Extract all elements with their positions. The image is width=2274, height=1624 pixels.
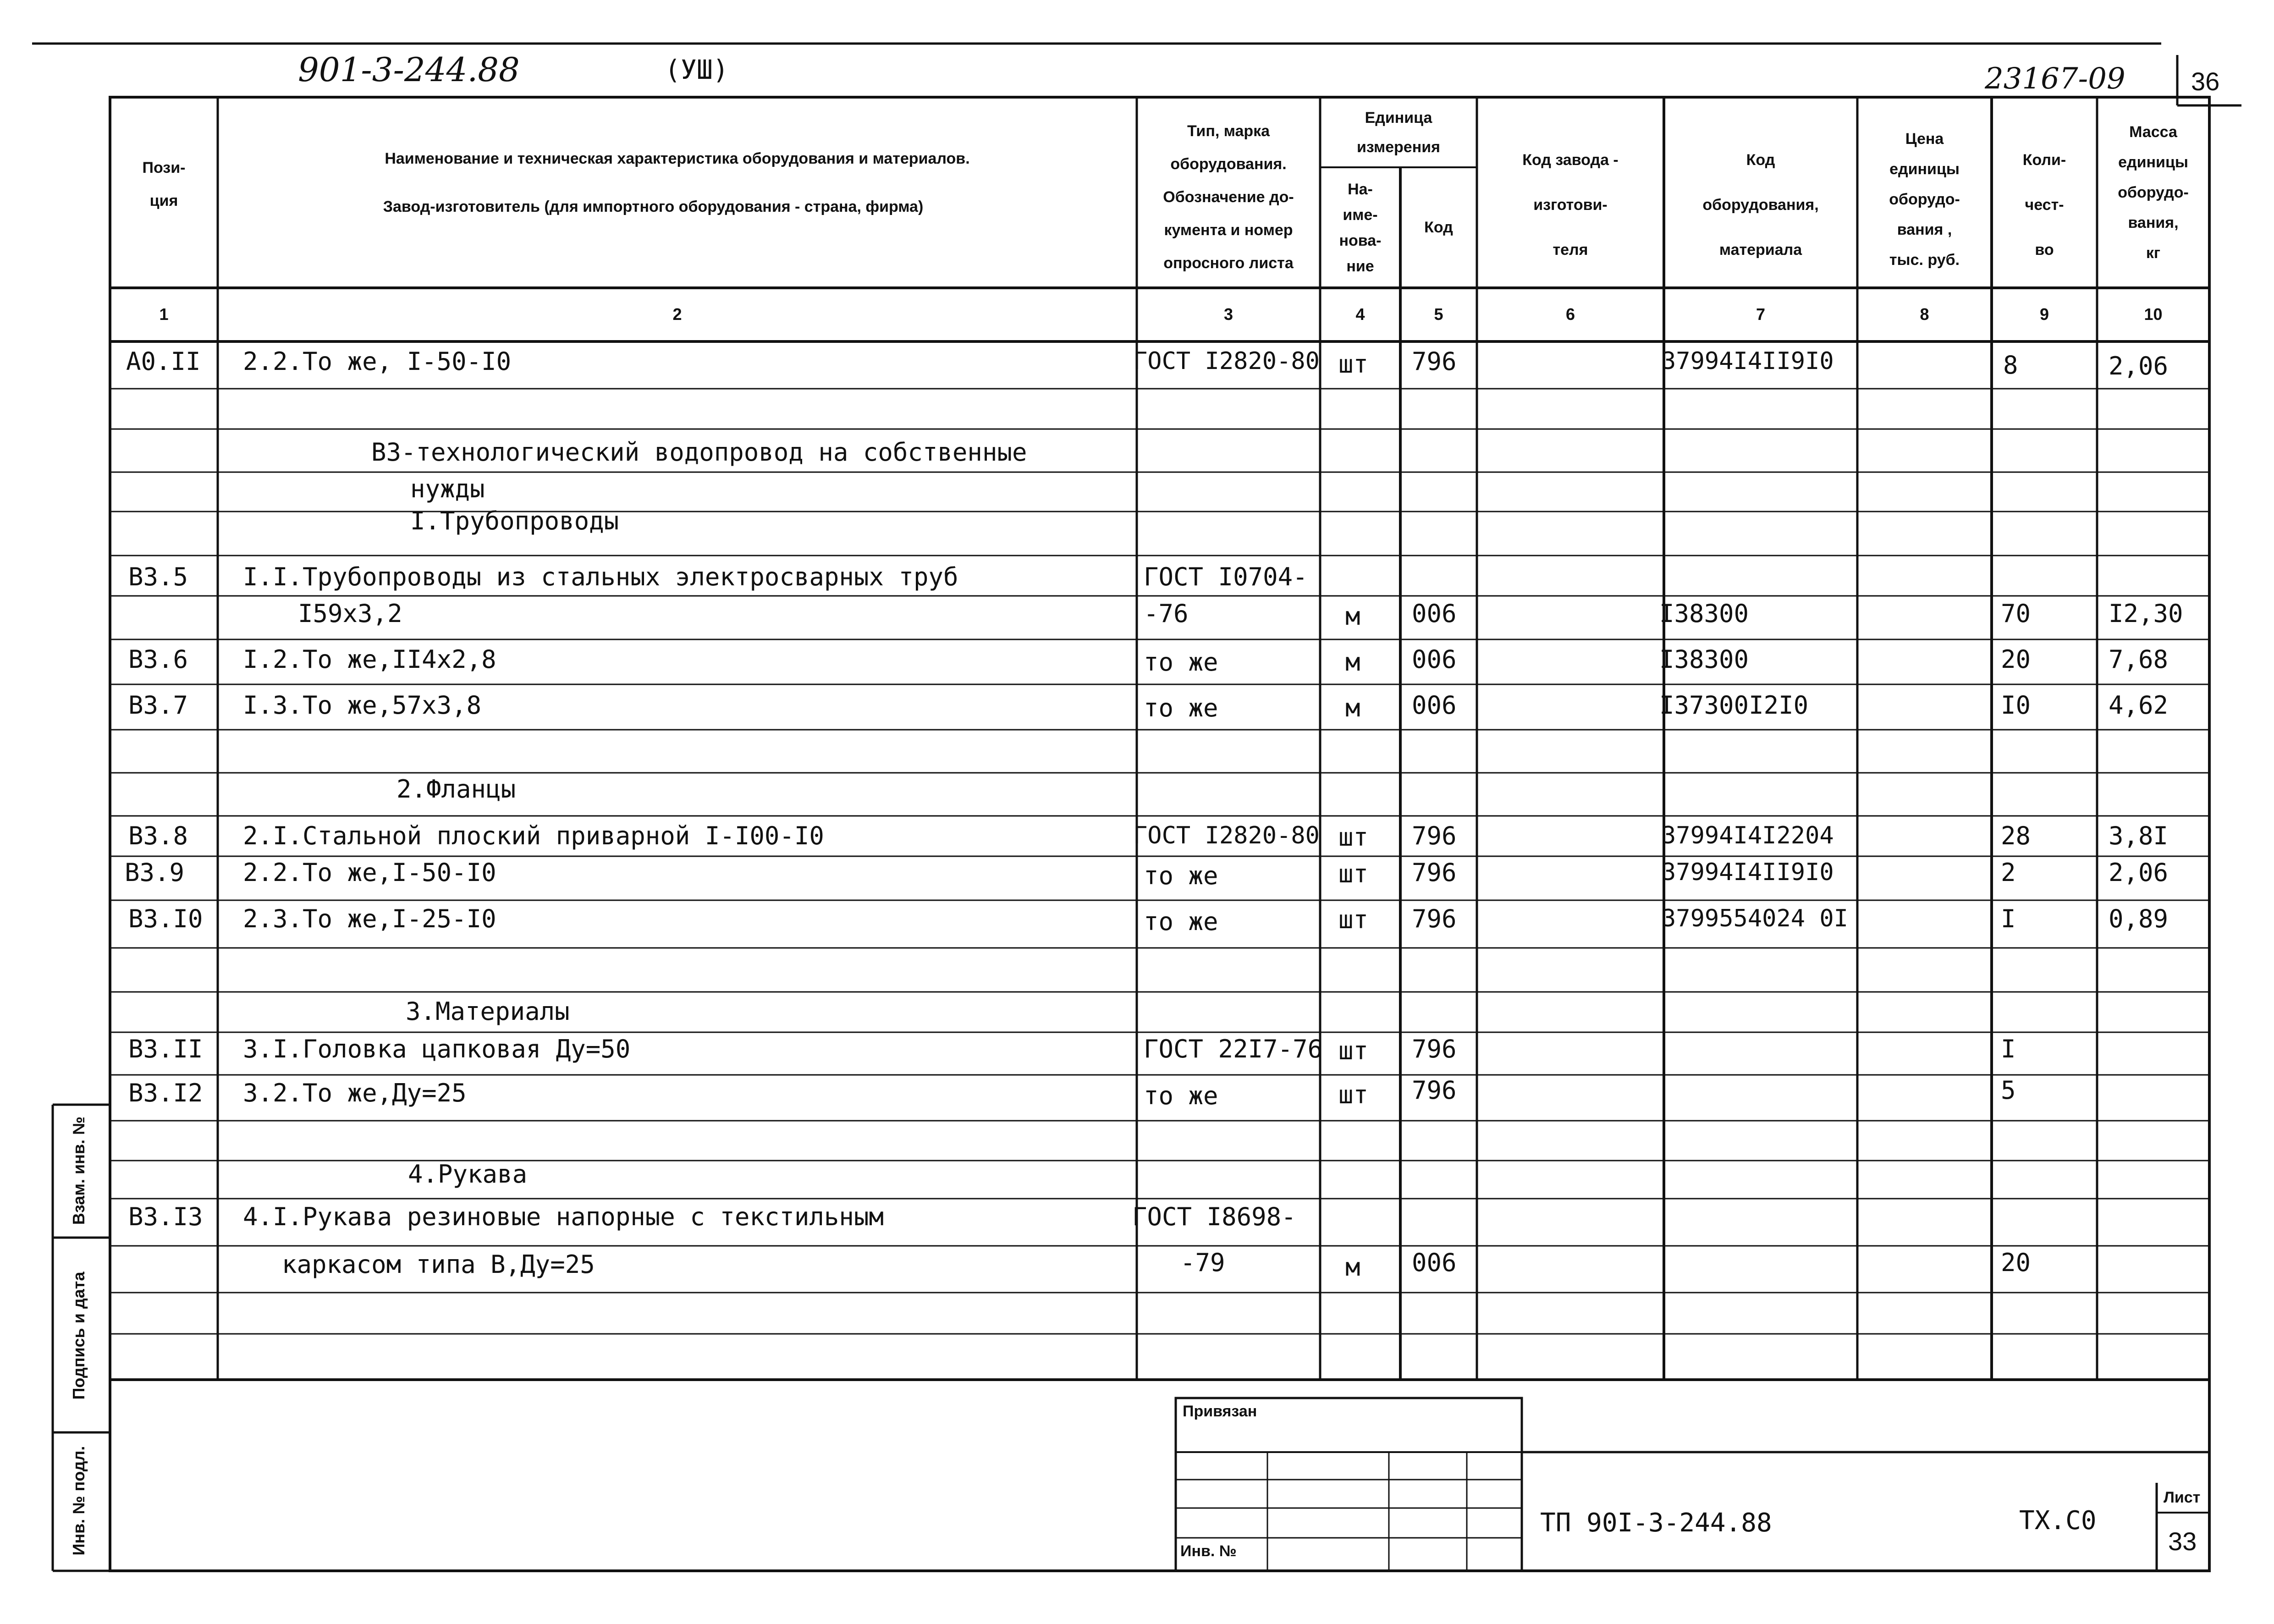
row-doc: то же bbox=[1144, 1081, 1218, 1110]
header-name-line1: Наименование и техническая характеристика оборудования и материалов. bbox=[385, 150, 970, 167]
row-equipment-code: 37994I4II9I0 bbox=[1662, 347, 1834, 375]
row-unit: шт bbox=[1338, 350, 1369, 379]
row-mass: 4,62 bbox=[2109, 691, 2169, 720]
row-doc: ГОСТ I2820-80 bbox=[1133, 822, 1320, 849]
column-number: 4 bbox=[1355, 305, 1365, 324]
row-name: 3.2.То же,Ду=25 bbox=[243, 1079, 467, 1107]
row-equipment-code: 3799554024 0I bbox=[1662, 905, 1848, 932]
row-mass: 7,68 bbox=[2109, 645, 2169, 674]
row-position: А0.II bbox=[126, 347, 201, 376]
row-unit: шт bbox=[1338, 823, 1369, 852]
row-name: 2.2.То же,I-50-I0 bbox=[243, 858, 496, 887]
row-name: 2.I.Стальной плоский приварной I-I00-I0 bbox=[243, 821, 824, 850]
header-unit-name: На- име- нова- ние bbox=[1339, 181, 1382, 275]
row-doc: то же bbox=[1144, 694, 1218, 722]
row-mass: 3,8I bbox=[2109, 821, 2169, 850]
inventory-label: Инв. № bbox=[1180, 1542, 1237, 1560]
row-doc: ГОСТ I8698- bbox=[1132, 1202, 1296, 1231]
row-position: В3.I2 bbox=[128, 1079, 203, 1107]
row-equipment-code: I38300 bbox=[1659, 599, 1749, 628]
column-number: 3 bbox=[1223, 305, 1233, 324]
row-quantity: 5 bbox=[2001, 1076, 2016, 1105]
row-position: В3.8 bbox=[128, 821, 188, 850]
row-unit: шт bbox=[1338, 859, 1369, 888]
side-stamp-replacement: Взам. инв. № bbox=[69, 1116, 88, 1225]
side-stamp-original-inventory: Инв. № подл. bbox=[69, 1446, 88, 1556]
column-number: 6 bbox=[1565, 305, 1575, 324]
row-position: В3.I3 bbox=[128, 1202, 203, 1231]
column-number: 5 bbox=[1434, 305, 1443, 324]
row-doc: -76 bbox=[1144, 599, 1189, 628]
row-unit: шт bbox=[1338, 1080, 1369, 1109]
row-unit: шт bbox=[1338, 1036, 1369, 1065]
row-unit: м bbox=[1345, 648, 1360, 677]
form-code: ТХ.С0 bbox=[2019, 1506, 2097, 1536]
side-stamp-signature: Подпись и дата bbox=[69, 1272, 88, 1400]
document-code: 901-3-244.88 bbox=[298, 50, 520, 89]
header-unit-group-label: Единица измерения bbox=[1357, 109, 1440, 156]
row-doc: то же bbox=[1144, 648, 1218, 677]
row-quantity: 20 bbox=[2001, 645, 2031, 674]
row-name: I.I.Трубопроводы из стальных электросварных труб bbox=[243, 562, 958, 591]
row-quantity: 8 bbox=[2003, 351, 2018, 380]
row-name: 2.3.То же,I-25-I0 bbox=[243, 904, 496, 933]
row-unit-code: 006 bbox=[1412, 1248, 1457, 1277]
column-number: 9 bbox=[2039, 305, 2049, 324]
row-name: I.2.То же,II4x2,8 bbox=[243, 645, 496, 674]
row-quantity: 28 bbox=[2001, 821, 2031, 850]
row-quantity: I bbox=[2001, 1035, 2016, 1063]
header-unit-price: Цена единицы оборудо- вания , тыс. руб. bbox=[1889, 130, 1960, 269]
header-quantity: Коли- чест- во bbox=[2022, 151, 2066, 259]
sheet-label: Лист bbox=[2164, 1489, 2201, 1506]
sheet-number: 33 bbox=[2168, 1527, 2197, 1556]
row-quantity: I bbox=[2001, 904, 2016, 933]
row-unit-code: 796 bbox=[1412, 821, 1457, 850]
row-equipment-code: I38300 bbox=[1659, 645, 1749, 674]
section-title: В3-технологический водопровод на собственные bbox=[371, 438, 1027, 467]
album-label: (УШ) bbox=[665, 54, 729, 85]
row-unit-code: 796 bbox=[1412, 904, 1457, 933]
row-quantity: 70 bbox=[2001, 599, 2031, 628]
row-unit: м bbox=[1345, 1253, 1360, 1282]
header-name-line2: Завод-изготовитель (для импортного оборудования - страна, фирма) bbox=[383, 198, 924, 215]
row-position: В3.7 bbox=[128, 691, 188, 720]
row-quantity: 2 bbox=[2001, 858, 2016, 887]
row-name: I59x3,2 bbox=[298, 599, 402, 628]
row-doc: ГОСТ I2820-80 bbox=[1133, 347, 1320, 375]
row-mass: 0,89 bbox=[2109, 904, 2169, 933]
row-position: В3.I0 bbox=[128, 904, 203, 933]
column-number: 8 bbox=[1920, 305, 1929, 324]
row-unit: шт bbox=[1338, 905, 1369, 934]
row-mass: 2,06 bbox=[2109, 352, 2169, 380]
row-doc: то же bbox=[1144, 861, 1218, 890]
row-position: В3.5 bbox=[128, 562, 188, 591]
row-name: каркасом типа В,Ду=25 bbox=[282, 1250, 595, 1279]
header-unit-mass: Масса единицы оборудо- вания, кг bbox=[2118, 123, 2189, 262]
inventory-number: 23167-09 bbox=[1985, 62, 2125, 96]
row-position: В3.6 bbox=[128, 645, 188, 674]
row-unit-code: 006 bbox=[1412, 599, 1457, 628]
row-unit-code: 796 bbox=[1412, 347, 1457, 376]
row-name: 2.2.То же, I-50-I0 bbox=[243, 347, 512, 376]
header-type-doc: Тип, марка оборудования. Обозначение до- кумента и номер опросного листа bbox=[1163, 122, 1294, 272]
row-doc: ГОСТ 22I7-76 bbox=[1144, 1035, 1323, 1063]
row-mass: 2,06 bbox=[2109, 858, 2169, 887]
header-position: Пози- ция bbox=[142, 159, 186, 209]
row-quantity: I0 bbox=[2001, 691, 2031, 720]
row-doc: то же bbox=[1144, 907, 1218, 936]
row-mass: I2,30 bbox=[2109, 599, 2183, 628]
row-unit-code: 796 bbox=[1412, 1035, 1457, 1063]
row-doc: ГОСТ I0704- bbox=[1144, 562, 1308, 591]
row-name: I.3.То же,57x3,8 bbox=[243, 691, 482, 720]
row-unit: м bbox=[1345, 694, 1360, 722]
row-unit: м bbox=[1345, 602, 1360, 631]
row-equipment-code: 37994I4II9I0 bbox=[1662, 859, 1834, 886]
page-number: 36 bbox=[2191, 67, 2220, 96]
row-equipment-code: I37300I2I0 bbox=[1659, 691, 1809, 720]
header-unit-code: Код bbox=[1424, 219, 1453, 236]
row-unit-code: 006 bbox=[1412, 645, 1457, 674]
column-number: 2 bbox=[672, 305, 682, 324]
row-name: 4.I.Рукава резиновые напорные с текстильным bbox=[243, 1202, 884, 1231]
section-title: нужды bbox=[410, 474, 485, 503]
row-name: 3.I.Головка цапковая Ду=50 bbox=[243, 1035, 631, 1063]
row-position: В3.II bbox=[128, 1035, 203, 1063]
header-equipment-code: Код оборудования, материала bbox=[1702, 151, 1819, 259]
row-position: В3.9 bbox=[125, 858, 185, 887]
section-title: 4.Рукава bbox=[408, 1160, 528, 1189]
project-number: ТП 90I-3-244.88 bbox=[1540, 1508, 1772, 1538]
column-number: 10 bbox=[2144, 305, 2163, 324]
row-unit-code: 796 bbox=[1412, 1076, 1457, 1105]
row-unit-code: 006 bbox=[1412, 691, 1457, 720]
column-number: 7 bbox=[1756, 305, 1766, 324]
bound-label: Привязан bbox=[1183, 1403, 1257, 1420]
row-doc: -79 bbox=[1180, 1248, 1225, 1277]
row-unit-code: 796 bbox=[1412, 858, 1457, 887]
section-title: 2.Фланцы bbox=[396, 775, 516, 804]
column-number: 1 bbox=[159, 305, 169, 324]
row-equipment-code: 37994I4I2204 bbox=[1662, 822, 1834, 849]
section-title: I.Трубопроводы bbox=[410, 506, 619, 535]
header-factory-code: Код завода - изготови- теля bbox=[1522, 151, 1619, 259]
section-title: 3.Материалы bbox=[406, 997, 570, 1026]
row-quantity: 20 bbox=[2001, 1248, 2031, 1277]
